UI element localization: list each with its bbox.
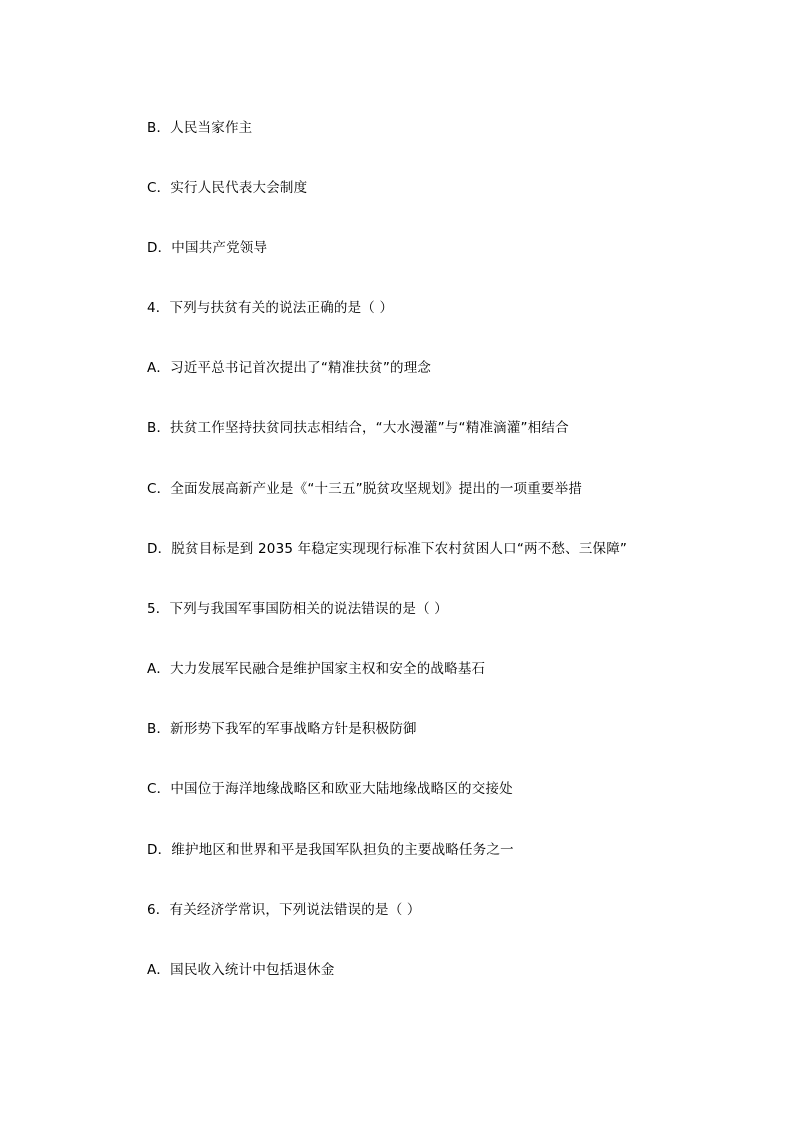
option-4c: C．全面发展高新产业是《“十三五”脱贫攻坚规划》提出的一项重要举措 bbox=[147, 481, 583, 497]
option-3c: C．实行人民代表大会制度 bbox=[147, 180, 308, 196]
question-6: 6．有关经济学常识，下列说法错误的是（ ） bbox=[147, 902, 421, 918]
option-4a: A．习近平总书记首次提出了“精准扶贫”的理念 bbox=[147, 360, 432, 376]
question-5: 5．下列与我国军事国防相关的说法错误的是（ ） bbox=[147, 601, 448, 617]
option-6a: A．国民收入统计中包括退休金 bbox=[147, 962, 335, 978]
option-5d: D．维护地区和世界和平是我国军队担负的主要战略任务之一 bbox=[147, 842, 514, 858]
option-5c: C．中国位于海洋地缘战略区和欧亚大陆地缘战略区的交接处 bbox=[147, 781, 513, 797]
option-3d: D．中国共产党领导 bbox=[147, 240, 268, 256]
option-4b: B．扶贫工作坚持扶贫同扶志相结合，“大水漫灌”与“精准滴灌”相结合 bbox=[147, 420, 569, 436]
option-5b: B．新形势下我军的军事战略方针是积极防御 bbox=[147, 721, 417, 737]
question-4: 4．下列与扶贫有关的说法正确的是（ ） bbox=[147, 300, 394, 316]
option-3b: B．人民当家作主 bbox=[147, 120, 253, 136]
option-5a: A．大力发展军民融合是维护国家主权和安全的战略基石 bbox=[147, 661, 486, 677]
option-4d: D．脱贫目标是到 2035 年稳定实现现行标准下农村贫困人口“两不愁、三保障” bbox=[147, 541, 628, 557]
